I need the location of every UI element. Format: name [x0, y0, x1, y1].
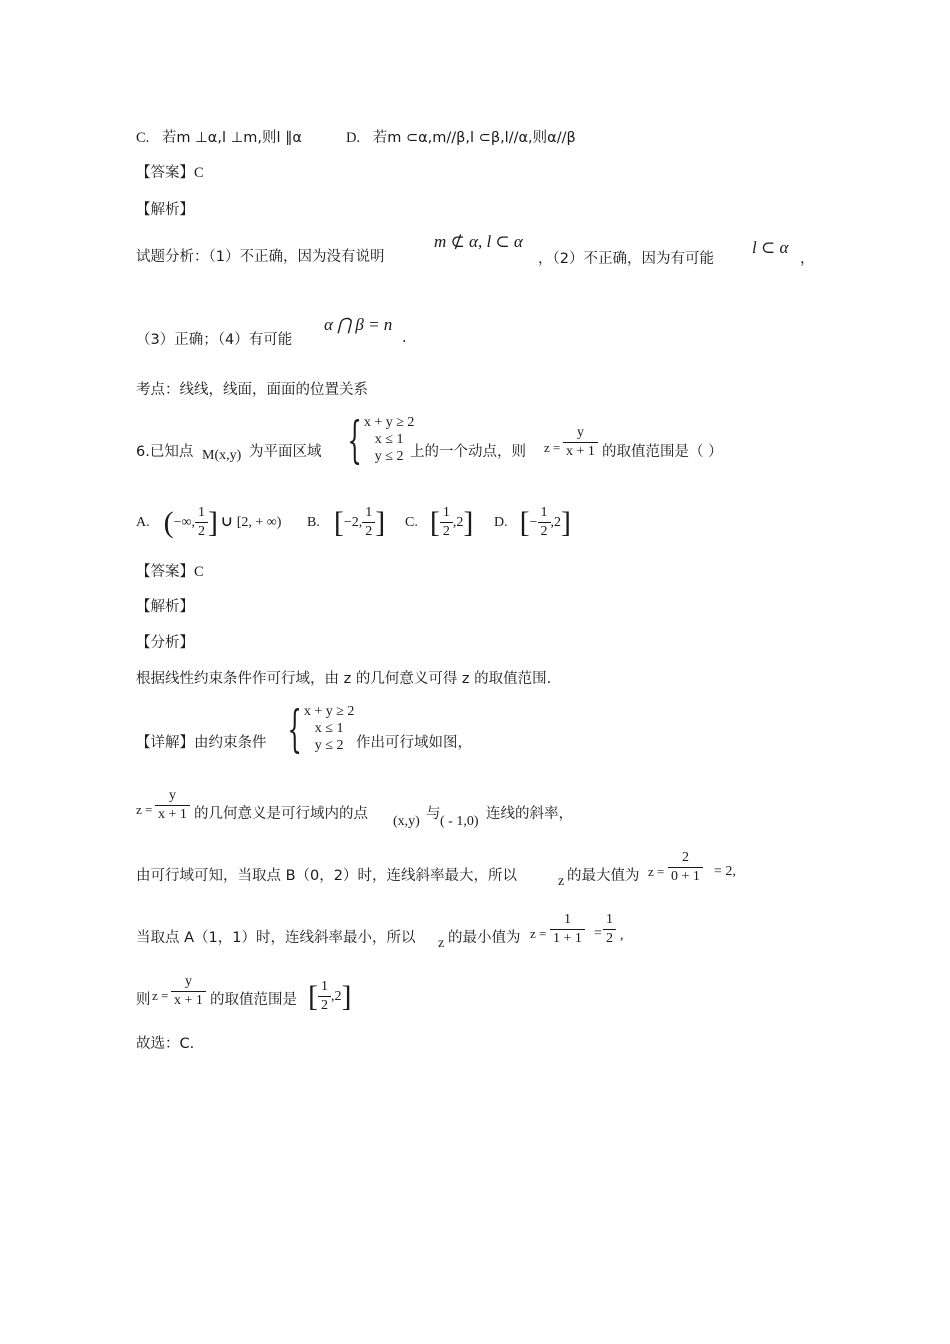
bracket-right: ]: [208, 505, 219, 539]
analysis-text-3: ，: [800, 251, 815, 267]
option-c-statement: [136, 128, 302, 148]
constraint-2: x ≤ 1: [314, 721, 344, 736]
range-text-1: 则: [136, 992, 151, 1008]
option-b-fraction: [362, 504, 375, 541]
detail-text-1: 由约束条件: [194, 735, 267, 751]
constraint-1: x + y ≥ 2: [303, 704, 355, 719]
analysis-text-2: ，（2）不正确，因为有可能: [538, 251, 714, 267]
fenxi-text: 根据线性约束条件作可行域，由 z 的几何意义可得 z 的取值范围.: [136, 671, 552, 687]
expr-l-subset: l ⊂ α: [752, 238, 789, 257]
geo-fraction: [155, 787, 190, 824]
bracket-right: ]: [561, 505, 572, 539]
jiexi-heading-1: 【解析】: [136, 202, 194, 218]
range-interval-fraction: [318, 978, 331, 1015]
min-eq: =: [594, 926, 602, 941]
range-upper: ,2: [331, 988, 342, 1004]
answer-tag: 【答案】: [136, 564, 194, 580]
option-a-fraction: [195, 504, 208, 541]
analysis-period: .: [402, 330, 407, 346]
option-a-part: −∞,: [173, 514, 196, 530]
option-c-text: 若m ⊥α,l ⊥m,则l ∥α: [161, 130, 302, 146]
constraint-2: x ≤ 1: [374, 432, 404, 447]
bracket-left: [: [519, 505, 530, 539]
q6-fraction: [563, 424, 598, 461]
numerator: 2: [681, 850, 689, 865]
max-zeq: z =: [648, 864, 665, 879]
left-brace: {: [287, 699, 302, 758]
union-symbol: ∪: [221, 515, 233, 530]
analysis-line-2: [136, 330, 292, 350]
numerator: 1: [540, 505, 548, 520]
option-a-label: A.: [136, 514, 150, 530]
fenxi-heading: 【分析】: [136, 635, 194, 651]
geo-zeq: z =: [136, 802, 153, 817]
kaodian: 考点：线线，线面，面面的位置关系: [136, 382, 368, 398]
numerator: y: [184, 974, 192, 989]
answer-value: C: [194, 564, 204, 580]
min-zeq: z =: [530, 926, 547, 941]
option-b: [307, 504, 385, 541]
detail-tag: [136, 731, 267, 752]
denominator: 2: [603, 929, 616, 948]
constraint-3: y ≤ 2: [374, 449, 404, 464]
denominator: 2: [440, 522, 453, 541]
max-z: z: [558, 874, 565, 889]
option-d-label: D.: [346, 130, 361, 146]
expr-intersection: α ⋂ β = n: [324, 315, 393, 334]
range-zeq: z =: [152, 988, 169, 1003]
geo-text-2: 与: [426, 806, 441, 822]
detail-heading: 【详解】: [136, 735, 194, 751]
option-c-part: ,2: [452, 514, 464, 530]
analysis-line-1: [136, 247, 384, 267]
bracket-right: ]: [375, 505, 386, 539]
geo-point-2: ( - 1,0): [440, 814, 479, 829]
option-b-label: B.: [307, 514, 320, 530]
bracket-left: (: [163, 505, 174, 539]
numerator: 1: [365, 505, 373, 520]
min-fraction: [550, 911, 585, 948]
bracket-left: [: [429, 505, 440, 539]
geo-text-3: 连线的斜率，: [486, 806, 573, 822]
constraint-3: y ≤ 2: [314, 738, 344, 753]
option-c-label: C.: [405, 514, 418, 530]
jiexi-heading-2: 【解析】: [136, 599, 194, 615]
range-text-2: 的取值范围是: [210, 992, 297, 1008]
q6-prefix: 6.已知点: [136, 444, 194, 460]
left-brace: {: [347, 410, 362, 469]
analysis-text-4: （3）正确；（4）有可能: [136, 332, 293, 348]
geo-point: (x,y): [393, 814, 420, 829]
option-c-label: C.: [136, 130, 150, 146]
option-d-text: 若m ⊂α,m//β,l ⊂β,l//α,则α//β: [372, 130, 576, 146]
numerator: y: [168, 788, 176, 803]
answer-1: [136, 163, 204, 183]
option-d: [494, 504, 571, 541]
numerator: 1: [563, 912, 571, 927]
min-z: z: [438, 936, 445, 951]
answer-value: C: [194, 165, 204, 181]
q6-tail: 的取值范围是（ ）: [602, 444, 723, 460]
denominator: 1 + 1: [550, 929, 585, 948]
q6-after: 上的一个动点，则: [410, 444, 526, 460]
min-text-2: 的最小值为: [448, 930, 521, 946]
min-fraction-2: [603, 911, 616, 948]
option-d-fraction: [538, 504, 551, 541]
geo-text-1: 的几何意义是可行域内的点: [194, 806, 368, 822]
max-fraction: [668, 849, 703, 886]
q6-zeq: z =: [544, 440, 561, 455]
max-result: = 2,: [714, 864, 736, 879]
option-d-part: ,2: [550, 514, 562, 530]
bracket-right: ]: [463, 505, 474, 539]
constraint-1: x + y ≥ 2: [363, 415, 415, 430]
numerator: y: [576, 425, 584, 440]
option-c-fraction: [440, 504, 453, 541]
analysis-text-1: 试题分析：（1）不正确，因为没有说明: [136, 249, 385, 265]
option-a-rest: [2, + ∞): [236, 514, 282, 530]
denominator: x + 1: [563, 442, 598, 461]
option-d-statement: [346, 128, 576, 148]
denominator: x + 1: [171, 991, 206, 1010]
denominator: 2: [362, 522, 375, 541]
numerator: 1: [321, 979, 328, 994]
min-text-1: 当取点 A（1，1）时，连线斜率最小，所以: [136, 930, 416, 946]
q6-point: M(x,y): [202, 448, 242, 463]
detail-constraint-system: [270, 699, 355, 758]
expr-m-not-subset: m ⊄ α, l ⊂ α: [434, 232, 523, 251]
answer-tag: 【答案】: [136, 165, 194, 181]
denominator: 2: [318, 996, 331, 1015]
detail-text-2: 作出可行域如图，: [356, 735, 472, 751]
bracket-left: [: [333, 505, 344, 539]
denominator: 2: [538, 522, 551, 541]
option-d-minus: −: [529, 514, 538, 530]
q6-constraint-system: [330, 410, 415, 469]
option-a: [136, 504, 281, 541]
final-choice: 故选：C.: [136, 1036, 195, 1052]
numerator: 1: [606, 912, 613, 927]
range-fraction: [171, 973, 206, 1010]
range-interval: [308, 978, 352, 1015]
denominator: 2: [195, 522, 208, 541]
denominator: 0 + 1: [668, 867, 703, 886]
bracket-right: ]: [341, 979, 352, 1013]
denominator: x + 1: [155, 805, 190, 824]
bracket-left: [: [308, 979, 318, 1013]
answer-2: [136, 562, 204, 582]
option-c: [405, 504, 473, 541]
numerator: 1: [198, 505, 206, 520]
max-text-1: 由可行域可知，当取点 B（0，2）时，连线斜率最大，所以: [136, 868, 518, 884]
max-text-2: 的最大值为: [567, 868, 640, 884]
option-d-label: D.: [494, 514, 508, 530]
min-comma: ,: [620, 928, 624, 943]
q6-mid: 为平面区域: [249, 444, 322, 460]
option-b-part: −2,: [343, 514, 363, 530]
numerator: 1: [442, 505, 450, 520]
